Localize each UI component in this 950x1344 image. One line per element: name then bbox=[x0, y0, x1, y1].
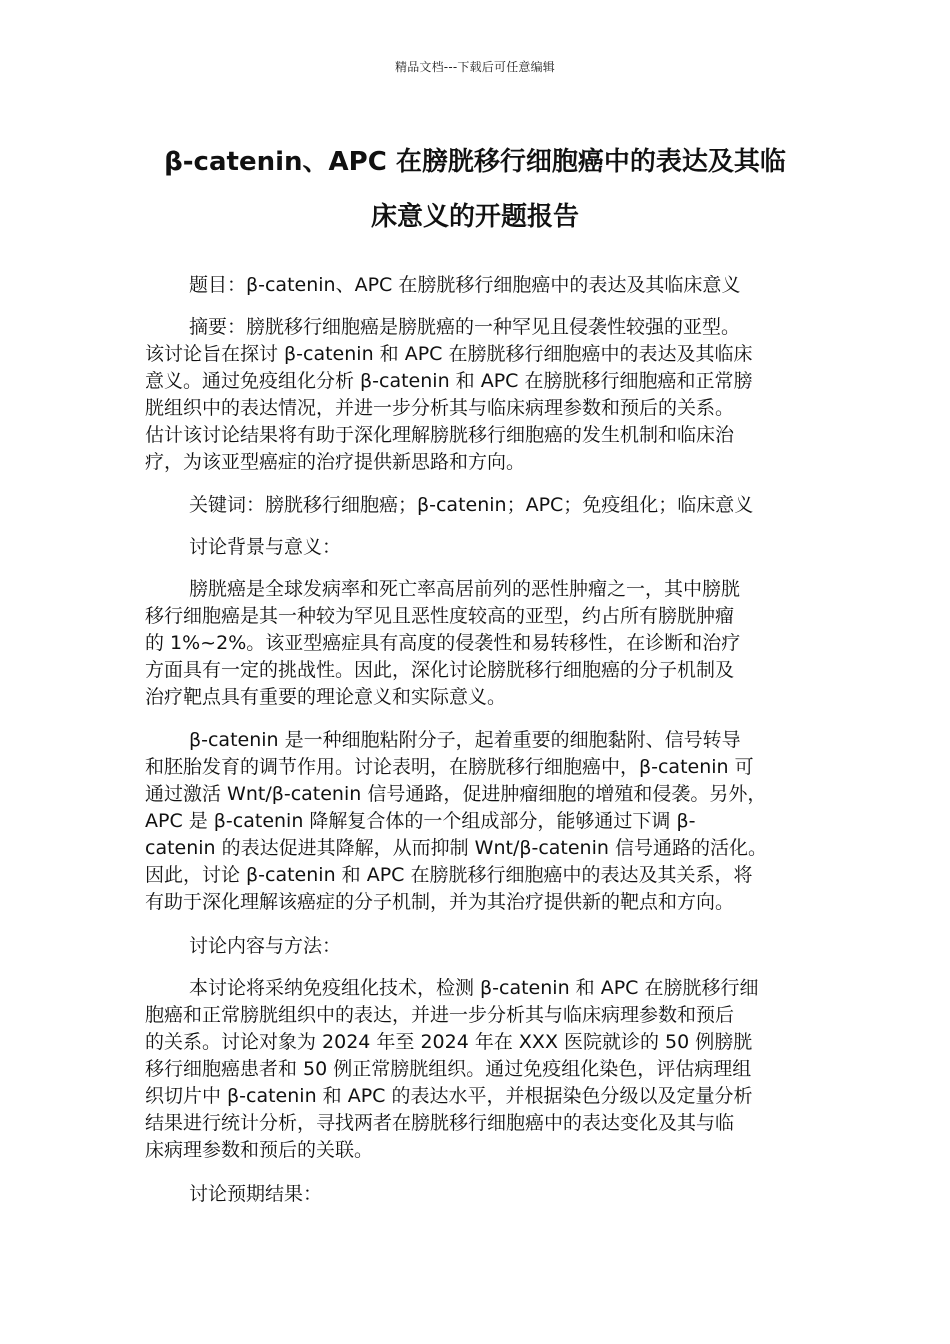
paragraph-line: catenin 的表达促进其降解，从而抑制 Wnt/β-catenin 信号通路的活化。 bbox=[145, 837, 767, 859]
paragraph-line: 摘要：膀胱移行细胞癌是膀胱癌的一种罕见且侵袭性较强的亚型。 bbox=[189, 316, 741, 338]
paragraph-line: 关键词：膀胱移行细胞癌；β-catenin；APC；免疫组化；临床意义 bbox=[189, 494, 754, 516]
paragraph-topic bbox=[145, 272, 810, 299]
document-title-line-2: 床意义的开题报告 bbox=[370, 202, 579, 232]
paragraph-line: 有助于深化理解该癌症的分子机制，并为其治疗提供新的靶点和方向。 bbox=[145, 891, 735, 913]
paragraph-keywords bbox=[145, 492, 810, 519]
section-heading-methods bbox=[145, 933, 810, 960]
paragraph-line: 床病理参数和预后的关联。 bbox=[145, 1139, 374, 1161]
paragraph-background-1 bbox=[145, 576, 810, 711]
section-heading-background bbox=[145, 534, 810, 561]
paragraph-line: 意义。通过免疫组化分析 β-catenin 和 APC 在膀胱移行细胞癌和正常膀 bbox=[145, 370, 753, 392]
paragraph-line: 讨论内容与方法： bbox=[189, 935, 342, 957]
paragraph-line: 题目：β-catenin、APC 在膀胱移行细胞癌中的表达及其临床意义 bbox=[189, 274, 741, 296]
paragraph-line: 估计该讨论结果将有助于深化理解膀胱移行细胞癌的发生机制和临床治 bbox=[145, 424, 735, 446]
paragraph-line: 胱组织中的表达情况，并进一步分析其与临床病理参数和预后的关系。 bbox=[145, 397, 735, 419]
paragraph-line: 的 1%~2%。该亚型癌症具有高度的侵袭性和易转移性，在诊断和治疗 bbox=[145, 632, 741, 654]
paragraph-line: 织切片中 β-catenin 和 APC 的表达水平，并根据染色分级以及定量分析 bbox=[145, 1085, 753, 1107]
paragraph-line: 疗，为该亚型癌症的治疗提供新思路和方向。 bbox=[145, 451, 526, 473]
header-note: 精品文档---下载后可任意编辑 bbox=[395, 60, 555, 74]
paragraph-line: 和胚胎发育的调节作用。讨论表明，在膀胱移行细胞癌中，β-catenin 可 bbox=[145, 756, 754, 778]
paragraph-line: 方面具有一定的挑战性。因此，深化讨论膀胱移行细胞癌的分子机制及 bbox=[145, 659, 735, 681]
paragraph-abstract bbox=[145, 314, 810, 476]
paragraph-methods bbox=[145, 975, 810, 1164]
paragraph-line: APC 是 β-catenin 降解复合体的一个组成部分，能够通过下调 β- bbox=[145, 810, 696, 832]
paragraph-line: 讨论背景与意义： bbox=[189, 536, 342, 558]
paragraph-line: β-catenin 是一种细胞粘附分子，起着重要的细胞黏附、信号转导 bbox=[189, 729, 741, 751]
paragraph-line: 移行细胞癌是其一种较为罕见且恶性度较高的亚型，约占所有膀胱肿瘤 bbox=[145, 605, 735, 627]
section-heading-expected-results bbox=[145, 1181, 810, 1208]
document-title-line-1: β-catenin、APC 在膀胱移行细胞癌中的表达及其临 bbox=[164, 147, 786, 177]
paragraph-background-2 bbox=[145, 727, 810, 916]
paragraph-line: 治疗靶点具有重要的理论意义和实际意义。 bbox=[145, 686, 507, 708]
paragraph-line: 通过激活 Wnt/β-catenin 信号通路，促进肿瘤细胞的增殖和侵袭。另外， bbox=[145, 783, 767, 805]
paragraph-line: 因此，讨论 β-catenin 和 APC 在膀胱移行细胞癌中的表达及其关系，将 bbox=[145, 864, 753, 886]
paragraph-line: 该讨论旨在探讨 β-catenin 和 APC 在膀胱移行细胞癌中的表达及其临床 bbox=[145, 343, 753, 365]
paragraph-line: 膀胱癌是全球发病率和死亡率高居前列的恶性肿瘤之一，其中膀胱 bbox=[189, 578, 741, 600]
paragraph-line: 本讨论将采纳免疫组化技术，检测 β-catenin 和 APC 在膀胱移行细 bbox=[189, 977, 759, 999]
paragraph-line: 讨论预期结果： bbox=[189, 1183, 323, 1205]
paragraph-line: 的关系。讨论对象为 2024 年至 2024 年在 XXX 医院就诊的 50 例膀胱 bbox=[145, 1031, 753, 1053]
paragraph-line: 移行细胞癌患者和 50 例正常膀胱组织。通过免疫组化染色，评估病理组 bbox=[145, 1058, 752, 1080]
paragraph-line: 结果进行统计分析，寻找两者在膀胱移行细胞癌中的表达变化及其与临 bbox=[145, 1112, 735, 1134]
paragraph-line: 胞癌和正常膀胱组织中的表达，并进一步分析其与临床病理参数和预后 bbox=[145, 1004, 735, 1026]
